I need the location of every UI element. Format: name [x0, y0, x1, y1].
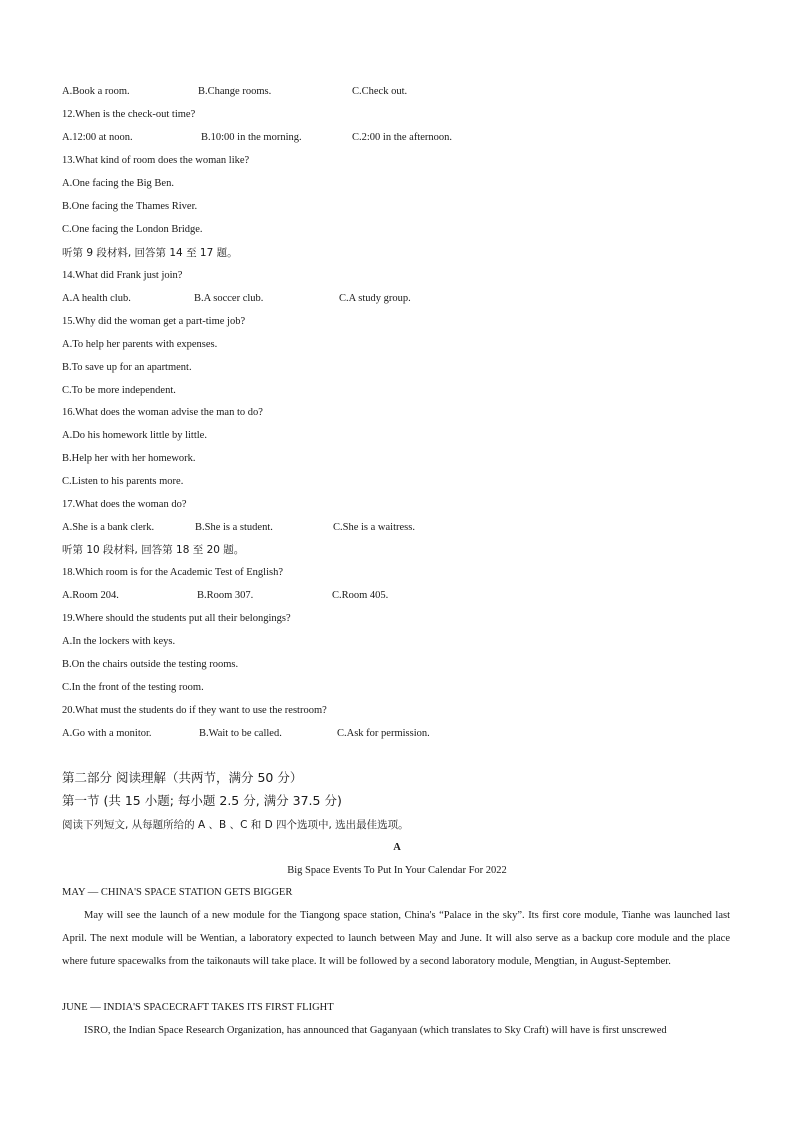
passage-letter: A — [393, 842, 401, 853]
q18-option-b: B.Room 307. — [197, 590, 254, 601]
passage-title: Big Space Events To Put In Your Calendar For 2022 — [287, 865, 507, 876]
june-paragraph-text: ISRO, the Indian Space Research Organization, has announced that Gaganyaan (which translates to Sky Craft) will have is first unscrewed — [84, 1025, 667, 1036]
part-two-title: 第二部分 阅读理解（共两节，满分 50 分） — [62, 770, 303, 785]
q17-question: 17.What does the woman do? — [62, 499, 187, 510]
q12-question: 12.When is the check-out time? — [62, 109, 196, 120]
q16-question: 16.What does the woman advise the man to do? — [62, 407, 263, 418]
section-10-instruction: 听第 10 段材料, 回答第 18 至 20 题。 — [62, 544, 245, 556]
q18-question: 18.Which room is for the Academic Test of English? — [62, 567, 283, 578]
june-heading: JUNE — INDIA'S SPACECRAFT TAKES ITS FIRST FLIGHT — [62, 1002, 334, 1013]
q14-option-c: C.A study group. — [339, 293, 411, 304]
q16-option-b: B.Help her with her homework. — [62, 453, 196, 464]
q11-option-c: C.Check out. — [352, 86, 408, 97]
q13-option-c: C.One facing the London Bridge. — [62, 224, 203, 235]
q15-option-a: A.To help her parents with expenses. — [62, 339, 218, 350]
section-one-title: 第一节 (共 15 小题; 每小题 2.5 分, 满分 37.5 分) — [62, 793, 342, 808]
q12-option-c: C.2:00 in the afternoon. — [352, 132, 453, 143]
q14-option-b: B.A soccer club. — [194, 293, 264, 304]
may-paragraph — [62, 904, 730, 973]
q19-option-c: C.In the front of the testing room. — [62, 682, 204, 693]
reading-instruction: 阅读下列短文, 从每题所给的 A 、B 、C 和 D 四个选项中, 选出最佳选项。 — [62, 819, 409, 831]
q13-question: 13.What kind of room does the woman like? — [62, 155, 250, 166]
q15-option-c: C.To be more independent. — [62, 385, 176, 396]
q17-option-a: A.She is a bank clerk. — [62, 522, 155, 533]
q18-option-c: C.Room 405. — [332, 590, 389, 601]
q16-option-a: A.Do his homework little by little. — [62, 430, 207, 441]
q18-option-a: A.Room 204. — [62, 590, 119, 601]
q11-option-a: A.Book a room. — [62, 86, 130, 97]
q17-option-c: C.She is a waitress. — [333, 522, 415, 533]
q15-question: 15.Why did the woman get a part-time job? — [62, 316, 246, 327]
q20-option-b: B.Wait to be called. — [199, 728, 282, 739]
q17-option-b: B.She is a student. — [195, 522, 273, 533]
june-paragraph — [62, 1019, 730, 1042]
q14-question: 14.What did Frank just join? — [62, 270, 183, 281]
q19-option-a: A.In the lockers with keys. — [62, 636, 176, 647]
q13-option-b: B.One facing the Thames River. — [62, 201, 198, 212]
section-9-instruction: 听第 9 段材料, 回答第 14 至 17 题。 — [62, 247, 238, 259]
q19-option-b: B.On the chairs outside the testing rooms. — [62, 659, 239, 670]
q19-question: 19.Where should the students put all their belongings? — [62, 613, 291, 624]
q20-question: 20.What must the students do if they want to use the restroom? — [62, 705, 327, 716]
q15-option-b: B.To save up for an apartment. — [62, 362, 192, 373]
may-heading: MAY — CHINA'S SPACE STATION GETS BIGGER — [62, 887, 293, 898]
q11-option-b: B.Change rooms. — [198, 86, 272, 97]
q16-option-c: C.Listen to his parents more. — [62, 476, 184, 487]
q20-option-c: C.Ask for permission. — [337, 728, 430, 739]
q13-option-a: A.One facing the Big Ben. — [62, 178, 174, 189]
q12-option-a: A.12:00 at noon. — [62, 132, 133, 143]
q12-option-b: B.10:00 in the morning. — [201, 132, 302, 143]
may-paragraph-text: May will see the launch of a new module for the Tiangong space station, China's “Palace in the sky”. Its first core module, Tianhe was launched last April. The next module will be Wentian, a laboratory expected to launch between May and June. It will also serve as a backup core module and the place where future spacewalks from the taikonauts will take place. It will be followed by a second laboratory module, Mengtian, in August-September. — [62, 910, 730, 967]
q14-option-a: A.A health club. — [62, 293, 131, 304]
q20-option-a: A.Go with a monitor. — [62, 728, 152, 739]
